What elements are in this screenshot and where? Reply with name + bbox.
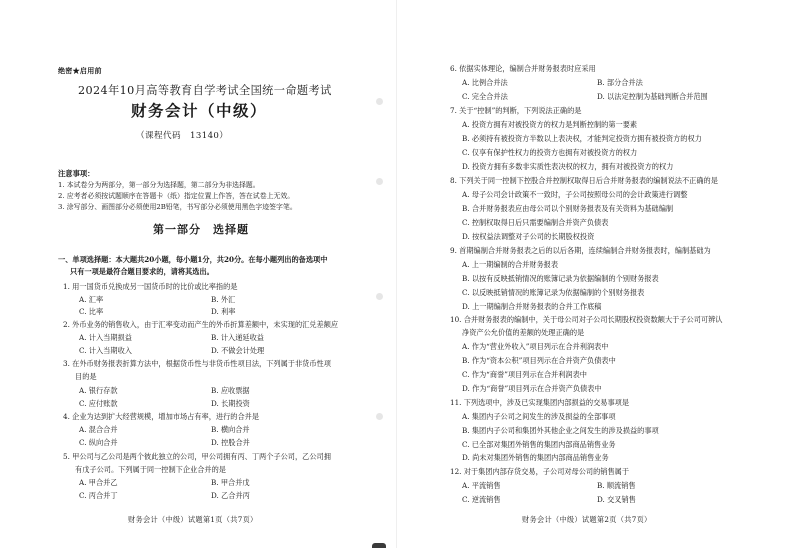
question-stem: 目的是 <box>75 372 97 381</box>
question-option: A. 混合合并 <box>79 425 118 434</box>
question-option: C. 纵向合并 <box>79 438 118 447</box>
page-footer: 财务会计（中级）试题第2页（共7页） <box>522 515 652 524</box>
question-option: A. 银行存款 <box>79 386 118 395</box>
note-item: 1. 本试卷分为两部分，第一部分为选择题，第二部分为非选择题。 <box>58 181 260 189</box>
subject-title: 财务会计（中级） <box>131 101 268 120</box>
question-stem: 4. 企业为达到扩大经营规模，增加市场占有率，进行的合并是 <box>63 412 260 421</box>
question-stem: 7. 关于“控制”的判断，下列说法正确的是 <box>450 106 582 115</box>
question-stem: 11. 下列选项中，涉及已实现集团内部损益的交易事项是 <box>450 398 630 407</box>
binder-tab <box>372 543 386 548</box>
section-instruction: 只有一项是最符合题目要求的，请将其选出。 <box>70 267 214 276</box>
question-option: B. 作为“资本公积”项目列示在合并资产负债表中 <box>462 356 616 365</box>
exam-page-2 <box>400 0 793 548</box>
question-option: B. 合并财务报表应由母公司以个别财务报表及有关资料为基础编制 <box>462 204 674 213</box>
question-option: D. 按权益法调整对子公司的长期股权投资 <box>462 232 595 241</box>
question-option: B. 应收票据 <box>211 386 250 395</box>
question-option: A. 甲合并乙 <box>79 478 118 487</box>
confidential-mark: 绝密★启用前 <box>58 66 102 75</box>
page-footer: 财务会计（中级）试题第1页（共7页） <box>128 515 258 524</box>
question-option: A. 投资方拥有对被投资方的权力是判断控制的第一要素 <box>462 120 638 129</box>
exam-title: 2024年10月高等教育自学考试全国统一命题考试 <box>78 84 332 97</box>
question-option: A. 汇率 <box>79 295 104 304</box>
question-option: A. 作为“营业外收入”项目列示在合并利润表中 <box>462 342 609 351</box>
question-option: C. 比率 <box>79 307 104 316</box>
question-option: C. 逆流销售 <box>462 495 501 504</box>
question-option: D. 控股合并 <box>211 438 250 447</box>
question-stem: 2. 外币业务的销售收入，由于汇率变动而产生的外币折算差额中，未实现的汇兑差额应 <box>63 320 339 329</box>
question-option: C. 以反映抵销情况的账簿记录为依据编制的个别财务报表 <box>462 288 645 297</box>
part-title: 第一部分 选择题 <box>153 223 249 236</box>
question-option: C. 应付账款 <box>79 399 118 408</box>
question-stem: 3. 在外币财务报表折算方法中，根据货币性与非货币性项目法，下列属于非货币性项 <box>63 359 331 368</box>
question-stem: 10. 合并财务报表的编制中，关于母公司对子公司长期股权投资数额大于子公司可辨认 <box>450 315 723 324</box>
binder-hole <box>376 178 383 185</box>
section-instruction: 一、单项选择题：本大题共20小题，每小题1分，共20分。在每小题列出的备选项中 <box>58 255 328 264</box>
question-option: D. 长期投资 <box>211 399 250 408</box>
question-option: D. 上一期编制合并财务报表的合并工作底稿 <box>462 302 602 311</box>
question-stem: 12. 对于集团内部存货交易，子公司对母公司的销售属于 <box>450 467 630 476</box>
question-option: D. 不做会计处理 <box>211 346 265 355</box>
question-option: C. 完全合并法 <box>462 92 508 101</box>
question-option: A. 母子公司会计政策不一致时，子公司按照母公司的会计政策进行调整 <box>462 190 688 199</box>
question-option: C. 控制权取得日后只需要编制合并资产负债表 <box>462 218 609 227</box>
question-option: C. 仅享有保护性权力的投资方也拥有对被投资方的权力 <box>462 148 638 157</box>
question-option: A. 计入当期损益 <box>79 333 132 342</box>
note-item: 3. 涂写部分、画图部分必须使用2B铅笔，书写部分必须使用黑色字迹签字笔。 <box>58 203 297 211</box>
question-option: B. 部分合并法 <box>597 78 643 87</box>
question-option: D. 作为“商誉”项目列示在合并资产负债表中 <box>462 384 602 393</box>
question-option: D. 利率 <box>211 307 236 316</box>
question-option: D. 以法定控制为基础判断合并范围 <box>597 92 708 101</box>
note-item: 2. 应考者必须按试题顺序在答题卡（纸）指定位置上作答，答在试卷上无效。 <box>58 192 295 200</box>
binder-hole <box>376 98 383 105</box>
question-option: C. 作为“商誉”项目列示在合并利润表中 <box>462 370 587 379</box>
question-stem: 净资产公允价值的差额的处理正确的是 <box>462 328 585 337</box>
question-option: B. 横向合并 <box>211 425 250 434</box>
question-option: B. 以按有反映抵销情况的账簿记录为依据编制的个别财务报表 <box>462 274 659 283</box>
binder-hole <box>376 413 383 420</box>
page-divider <box>396 0 397 548</box>
question-stem: 有戊子公司。下列属于同一控制下企业合并的是 <box>75 465 226 474</box>
question-option: C. 计入当期收入 <box>79 346 132 355</box>
question-option: C. 丙合并丁 <box>79 491 118 500</box>
question-option: D. 乙合并丙 <box>211 491 250 500</box>
question-option: D. 投资方拥有多数非实质性表决权的权力，拥有对被投资方的权力 <box>462 162 674 171</box>
question-stem: 1. 用一国货币兑换成另一国货币时的比价或比率指的是 <box>63 282 238 291</box>
question-option: A. 上一期编制的合并财务报表 <box>462 260 559 269</box>
question-option: B. 甲合并戊 <box>211 478 250 487</box>
question-option: B. 顺流销售 <box>597 481 636 490</box>
question-stem: 6. 依据实体理论，编制合并财务报表时应采用 <box>450 64 596 73</box>
exam-page-1 <box>0 0 396 548</box>
question-option: D. 交叉销售 <box>597 495 636 504</box>
question-option: B. 计入递延收益 <box>211 333 264 342</box>
question-option: B. 外汇 <box>211 295 236 304</box>
binder-hole <box>376 293 383 300</box>
question-option: C. 已全部对集团外销售的集团内部商品销售业务 <box>462 440 616 449</box>
question-option: B. 集团内子公司和集团外其他企业之间发生的涉及损益的事项 <box>462 426 659 435</box>
question-option: D. 尚未对集团外销售的集团内部商品销售业务 <box>462 453 609 462</box>
question-option: A. 平流销售 <box>462 481 501 490</box>
question-stem: 8. 下列关于同一控制下控股合并控制权取得日后合并财务报表的编制说法不正确的是 <box>450 176 718 185</box>
course-code: （课程代码 13140） <box>136 131 229 141</box>
question-option: A. 比例合并法 <box>462 78 508 87</box>
notes-title: 注意事项： <box>58 169 95 178</box>
question-option: A. 集团内子公司之间发生的涉及损益的全部事项 <box>462 412 616 421</box>
question-stem: 5. 甲公司与乙公司是两个彼此独立的公司，甲公司拥有丙、丁两个子公司，乙公司拥 <box>63 452 331 461</box>
question-option: B. 必须持有被投资方半数以上表决权，才能判定投资方拥有被投资方的权力 <box>462 134 702 143</box>
question-stem: 9. 首期编制合并财务报表之后的以后各期，连续编制合并财务报表时，编制基础为 <box>450 246 711 255</box>
